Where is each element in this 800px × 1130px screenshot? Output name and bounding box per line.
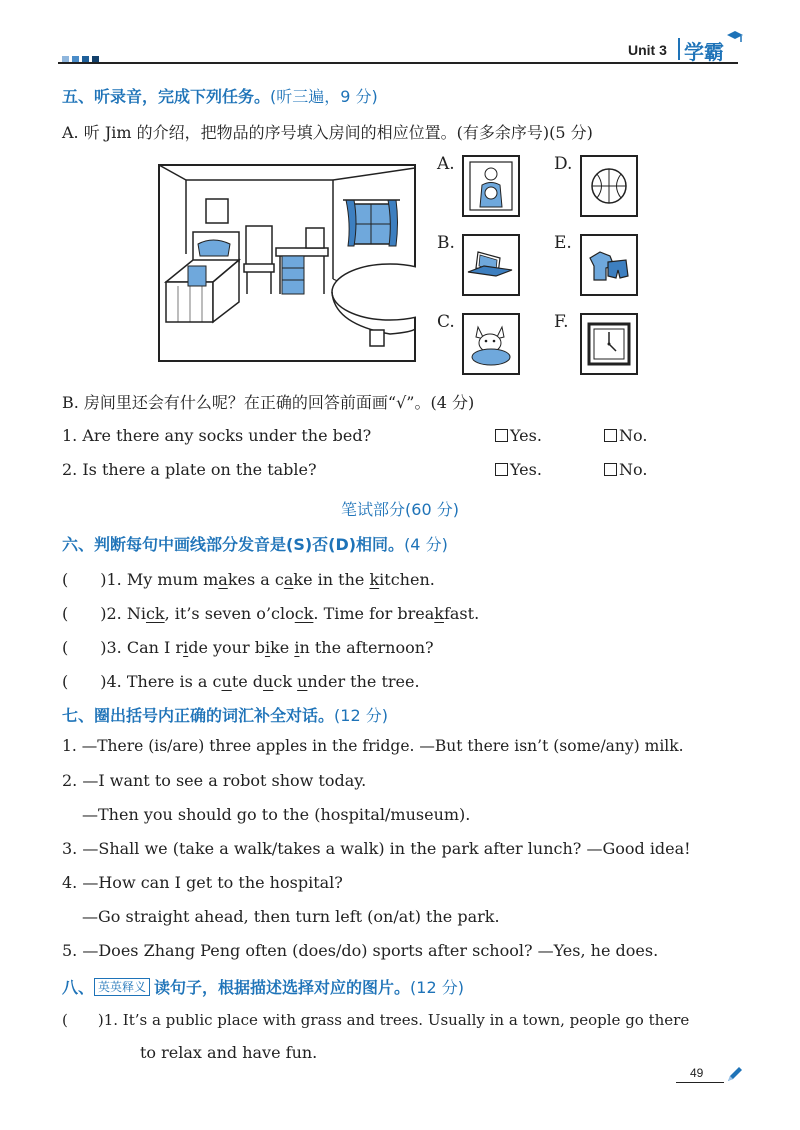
no-label: No.: [619, 460, 648, 479]
section5-title: 五、听录音，完成下列任务。: [62, 87, 271, 106]
header-divider: [678, 38, 680, 60]
section7-score: (12 分): [334, 706, 388, 725]
no-label: No.: [619, 426, 648, 445]
s8-line-2: to relax and have fun.: [140, 1043, 318, 1062]
s6-item-4: ( )4. There is a cute duck under the tree.: [62, 672, 420, 691]
option-f-label: F.: [554, 312, 569, 332]
partB-q2-yes-option[interactable]: [495, 460, 542, 479]
section6-score: (4 分): [404, 535, 448, 554]
pencil-icon: [724, 1064, 744, 1084]
partB-q2-no-option[interactable]: [604, 460, 647, 479]
s7-line-4: 3. —Shall we (take a walk/takes a walk) in the park after lunch? —Good idea!: [62, 839, 691, 858]
s6-item-3: ( )3. Can I ride your bike in the afternoon?: [62, 638, 434, 657]
checkbox[interactable]: [604, 463, 617, 476]
s7-line-3: —Then you should go to the (hospital/museum).: [82, 805, 471, 824]
room-illustration: [158, 164, 416, 362]
written-part-title: 笔试部分(60 分): [341, 500, 459, 519]
partB-q1-yes-option[interactable]: [495, 426, 542, 445]
clock-icon: [582, 315, 636, 373]
section8-heading: [62, 975, 464, 998]
clothes-icon: [582, 236, 636, 294]
option-d-label: D.: [554, 154, 573, 174]
option-b-label: B.: [437, 233, 455, 253]
header-rule: [58, 62, 738, 64]
s7-line-2: 2. —I want to see a robot show today.: [62, 771, 367, 790]
section7-heading: [62, 703, 388, 726]
s8-line-1: ( )1. It’s a public place with grass and trees. Usually in a town, people go there: [62, 1011, 690, 1029]
s7-line-6: —Go straight ahead, then turn left (on/at) the park.: [82, 907, 500, 926]
footer-rule: [676, 1082, 724, 1083]
s7-line-5: 4. —How can I get to the hospital?: [62, 873, 343, 892]
option-e-label: E.: [554, 233, 572, 253]
section8-score: (12 分): [410, 978, 464, 997]
partB-question-1: 1. Are there any socks under the bed?: [62, 426, 372, 445]
s6-item-2: ( )2. Nick, it’s seven o’clock. Time for breakfast.: [62, 604, 480, 623]
page-number: 49: [690, 1066, 704, 1080]
s7-line-7: 5. —Does Zhang Peng often (does/do) sports after school? —Yes, he does.: [62, 941, 659, 960]
section6-heading: [62, 532, 448, 555]
brand-logo: 学霸: [684, 40, 724, 64]
section8-tag: 英英释义: [94, 978, 150, 996]
section5-score: (听三遍，9 分): [270, 87, 378, 106]
option-a-box: [462, 155, 520, 217]
section8-prefix: 八、: [62, 978, 95, 997]
yes-label: Yes.: [510, 426, 542, 445]
option-b-box: [462, 234, 520, 296]
section7-title: 七、圈出括号内正确的词汇补全对话。: [62, 706, 335, 725]
section5-heading: [62, 84, 378, 107]
partB-instruction: B. 房间里还会有什么呢？在正确的回答前面画“√”。(4 分): [62, 393, 475, 412]
dog-icon: [464, 315, 518, 373]
checkbox[interactable]: [495, 463, 508, 476]
checkbox[interactable]: [495, 429, 508, 442]
s7-line-1: 1. —There (is/are) three apples in the fridge. —But there isn’t (some/any) milk.: [62, 737, 684, 755]
partB-q1-no-option[interactable]: [604, 426, 647, 445]
unit-label: Unit 3: [628, 42, 667, 58]
option-c-box: [462, 313, 520, 375]
basketball-player-icon: [464, 157, 518, 215]
option-a-label: A.: [437, 154, 455, 174]
laptop-icon: [464, 236, 518, 294]
section6-title: 六、判断每句中画线部分发音是(S)否(D)相同。: [62, 535, 405, 554]
header-decoration: [62, 48, 99, 67]
checkbox[interactable]: [604, 429, 617, 442]
option-f-box: [580, 313, 638, 375]
partA-instruction: A. 听 Jim 的介绍，把物品的序号填入房间的相应位置。(有多余序号)(5 分): [62, 123, 593, 142]
option-d-box: [580, 155, 638, 217]
basketball-icon: [582, 157, 636, 215]
yes-label: Yes.: [510, 460, 542, 479]
option-c-label: C.: [437, 312, 455, 332]
graduation-cap-icon: [726, 30, 744, 44]
option-e-box: [580, 234, 638, 296]
partB-question-2: 2. Is there a plate on the table?: [62, 460, 317, 479]
s6-item-1: ( )1. My mum makes a cake in the kitchen.: [62, 570, 435, 589]
section8-title: 读句子，根据描述选择对应的图片。: [154, 978, 411, 997]
